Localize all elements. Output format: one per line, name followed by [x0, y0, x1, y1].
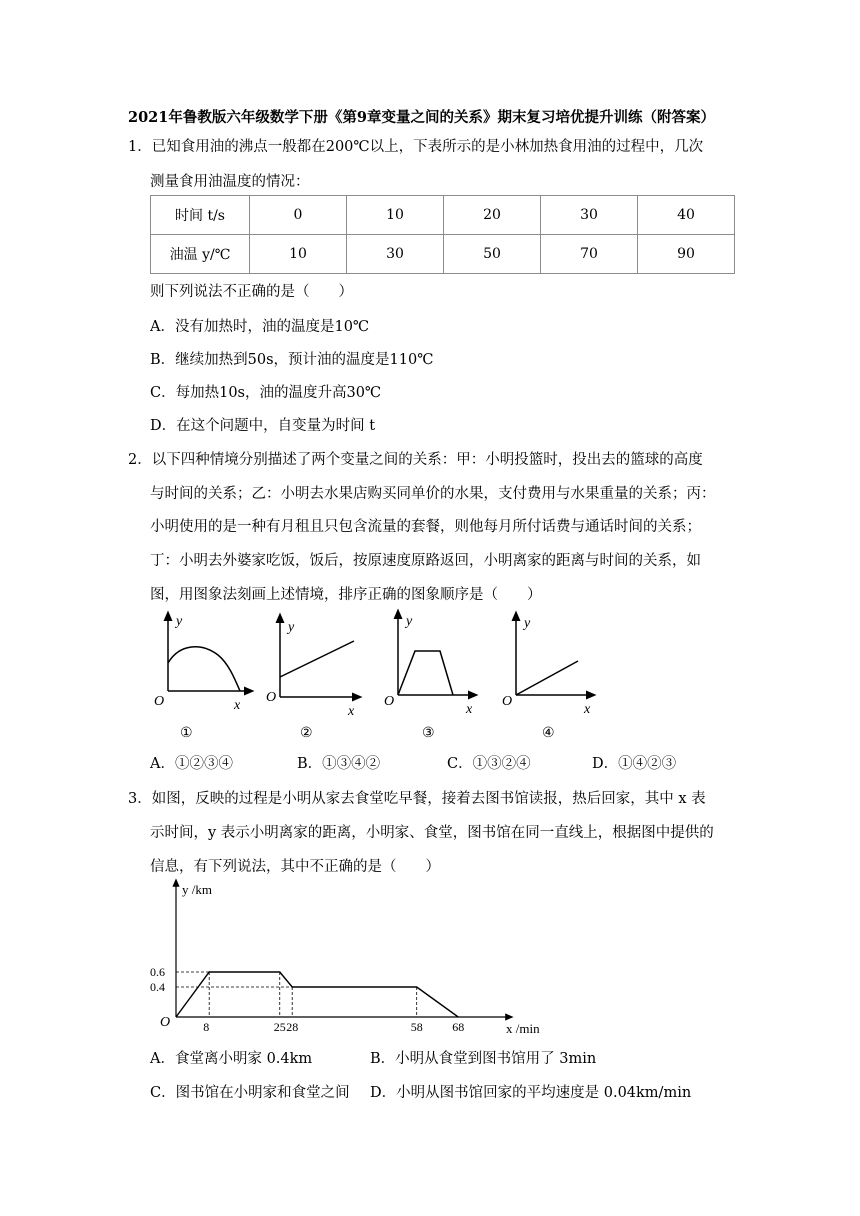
q1-option-c: C．每加热10s，油的温度升高30℃: [150, 385, 382, 401]
table-row: [151, 196, 735, 235]
q1-stem-line-1: 1．已知食用油的沸点一般都在200℃以上，下表所示的是小林加热食用油的过程中，几次: [128, 139, 704, 155]
q2-stem-line-2: 与时间的关系；乙：小明去水果店购买同单价的水果，支付费用与水果重量的关系；丙：: [150, 486, 716, 502]
origin-label: O: [266, 690, 277, 705]
axis-y-label: y: [406, 614, 413, 629]
document-title: 2021年鲁教版六年级数学下册《第9章变量之间的关系》期末复习培优提升训练（附答案）: [128, 109, 715, 126]
q1-option-d: D．在这个问题中，自变量为时间 t: [150, 418, 376, 434]
axis-x-label: x: [348, 704, 355, 719]
table-cell: 50: [444, 235, 541, 274]
table-row: [151, 235, 735, 274]
q1-stem-line-2: 测量食用油温度的情况：: [150, 174, 310, 190]
axis-x-label: x: [466, 702, 473, 717]
graph-number: ③: [422, 726, 435, 741]
axis-y-label: y: [176, 614, 183, 629]
table-header-cell: 时间 t/s: [151, 196, 250, 235]
q3-stem-line-1: 3．如图，反映的过程是小明从家去食堂吃早餐，接着去图书馆读报，热后回家，其中 x 表: [128, 791, 706, 807]
q1-question: 则下列说法不正确的是（ ）: [150, 284, 353, 300]
q2-option-a: A．①②③④: [150, 756, 233, 772]
table-cell: 30: [347, 235, 444, 274]
x-tick-label: 28: [286, 1020, 299, 1034]
q2-stem-line-5: 图，用图象法刻画上述情境，排序正确的图象顺序是（ ）: [150, 587, 542, 603]
q2-option-c: C．①③②④: [447, 756, 531, 772]
q3-option-a: A．食堂离小明家 0.4km: [150, 1051, 313, 1067]
graph-1: [154, 614, 250, 741]
q3-stem-line-2: 示时间，y 表示小明离家的距离，小明家、食堂，图书馆在同一直线上，根据图中提供的: [150, 825, 714, 841]
table-cell: 0: [250, 196, 347, 235]
y-tick-label: 0.6: [150, 965, 165, 979]
graph-number: ①: [180, 726, 193, 741]
q2-option-d: D．①④②③: [592, 756, 677, 772]
x-tick-label: 58: [410, 1020, 423, 1034]
table-cell: 10: [347, 196, 444, 235]
graph-number: ②: [300, 726, 313, 741]
y-tick-label: 0.4: [150, 980, 165, 994]
graph-4: [502, 615, 592, 741]
origin-label: O: [154, 694, 165, 709]
q1-option-b: B．继续加热到50s，预计油的温度是110℃: [150, 352, 434, 368]
q2-stem-line-1: 2．以下四种情境分别描述了两个变量之间的关系：甲：小明投篮时，投出去的篮球的高度: [128, 452, 703, 468]
table-cell: 20: [444, 196, 541, 235]
q2-stem-line-4: 丁：小明去外婆家吃饭，饭后，按原速度原路返回，小明离家的距离与时间的关系，如: [150, 553, 701, 569]
q2-stem-line-3: 小明使用的是一种有月租且只包含流量的套餐，则他每月所付话费与通话时间的关系；: [150, 519, 701, 535]
x-tick-label: 8: [203, 1020, 210, 1034]
table-cell: 70: [541, 235, 638, 274]
axis-x-label: x: [234, 698, 241, 713]
q3-distance-time-chart: [150, 876, 560, 1041]
x-tick-label: 68: [452, 1020, 465, 1034]
q2-option-b: B．①③④②: [297, 756, 381, 772]
y-axis-label: y /km: [182, 882, 212, 897]
table-cell: 30: [541, 196, 638, 235]
axis-y-label: y: [524, 616, 531, 631]
origin-label: O: [502, 694, 513, 709]
q3-stem-line-3: 信息，有下列说法，其中不正确的是（ ）: [150, 859, 440, 875]
axis-x-label: x: [584, 702, 591, 717]
x-axis-label: x /min: [506, 1021, 540, 1036]
table-cell: 90: [638, 235, 735, 274]
axis-y-label: y: [288, 620, 295, 635]
table-cell: 10: [250, 235, 347, 274]
q1-data-table: [150, 195, 735, 274]
q3-option-b: B．小明从食堂到图书馆用了 3min: [370, 1051, 597, 1067]
graph-number: ④: [542, 726, 555, 741]
table-cell: 40: [638, 196, 735, 235]
graph-2: [266, 617, 358, 741]
series-line: [176, 972, 458, 1017]
x-tick-label: 25: [273, 1020, 286, 1034]
graph-3: [384, 613, 474, 741]
origin-label: O: [384, 694, 395, 709]
q1-option-a: A．没有加热时，油的温度是10℃: [150, 319, 370, 335]
origin-label: O: [160, 1015, 171, 1030]
table-header-cell: 油温 y/℃: [151, 235, 250, 274]
q2-graphs: [140, 605, 620, 745]
q3-option-c: C．图书馆在小明家和食堂之间: [150, 1085, 350, 1101]
q3-option-d: D．小明从图书馆回家的平均速度是 0.04km/min: [370, 1085, 692, 1101]
